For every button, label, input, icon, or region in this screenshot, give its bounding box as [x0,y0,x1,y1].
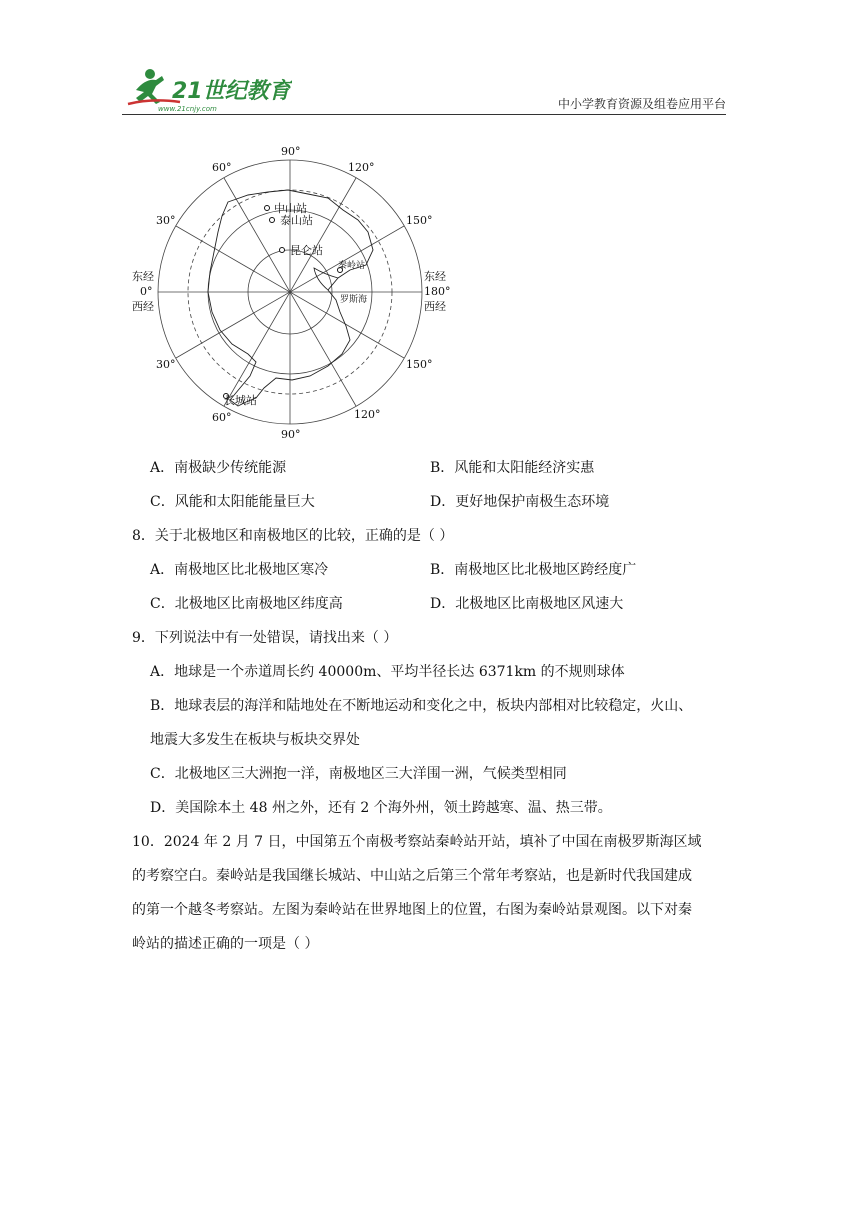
station-zhongshan: 中山站 [274,202,307,215]
lon-label: 东经 [424,270,446,283]
q8-stem: 8．关于北极地区和南极地区的比较，正确的是（ ） [132,528,454,544]
q9-option-d[interactable]: D．美国除本土 48 州之外，还有 2 个海外州，领土跨越寒、温、热三带。 [150,800,612,816]
lon-label: 150° [406,214,433,227]
lon-label: 150° [406,358,433,371]
q7-option-b[interactable]: B．风能和太阳能经济实惠 [430,460,595,476]
station-qinling: 秦岭站 [338,261,366,271]
lon-label: 120° [348,161,375,174]
lon-label: 30° [156,214,176,227]
station-kunlun: 昆仑站 [290,244,323,257]
lon-label: 120° [354,408,381,421]
header-divider [122,114,726,115]
lon-label: 西经 [132,300,154,313]
q7-option-c[interactable]: C．风能和太阳能能量巨大 [150,494,315,510]
lon-label: 180° [424,285,451,298]
q8-option-a[interactable]: A．南极地区比北极地区寒冷 [150,562,329,578]
q10-line: 的考察空白。秦岭站是我国继长城站、中山站之后第三个常年考察站，也是新时代我国建成 [132,868,692,884]
lon-label: 0° [140,285,153,298]
svg-text:21世纪教育: 21世纪教育 [172,79,291,104]
q7-option-d[interactable]: D．更好地保护南极生态环境 [430,494,610,510]
station-changcheng: 长城站 [224,394,257,407]
q10-line: 10．2024 年 2 月 7 日，中国第五个南极考察站秦岭站开站，填补了中国在南极罗斯海区域 [132,834,702,850]
page-header [122,62,726,117]
svg-text:www.21cnjy.com: www.21cnjy.com [158,105,217,113]
lon-label: 西经 [424,300,446,313]
q8-option-b[interactable]: B．南极地区比北极地区跨经度广 [430,562,637,578]
lon-label: 90° [281,145,301,158]
lon-label: 东经 [132,270,154,283]
antarctica-polar-map [128,140,458,445]
q9-option-b-cont: 地震大多发生在板块与板块交界处 [150,732,360,748]
q10-line: 的第一个越冬考察站。左图为秦岭站在世界地图上的位置，右图为秦岭站景观图。以下对秦 [132,902,692,918]
q9-option-b[interactable]: B．地球表层的海洋和陆地处在不断地运动和变化之中，板块内部相对比较稳定，火山、 [150,698,693,714]
station-taishan: 泰山站 [280,214,313,227]
q10-line: 岭站的描述正确的一项是（ ） [132,936,319,952]
q8-option-d[interactable]: D．北极地区比南极地区风速大 [430,596,624,612]
logo-21cnjy [122,62,292,114]
lon-label: 30° [156,358,176,371]
platform-name: 中小学教育资源及组卷应用平台 [557,97,726,111]
lon-label: 90° [281,428,301,441]
ross-sea-label: 罗斯海 [340,295,368,305]
lon-label: 60° [212,161,232,174]
lon-label: 60° [212,411,232,424]
q8-option-c[interactable]: C．北极地区比南极地区纬度高 [150,596,343,612]
q9-stem: 9．下列说法中有一处错误，请找出来（ ） [132,630,398,646]
q7-option-a[interactable]: A．南极缺少传统能源 [150,460,287,476]
q9-option-a[interactable]: A．地球是一个赤道周长约 40000m、平均半径长达 6371km 的不规则球体 [150,664,625,680]
q9-option-c[interactable]: C．北极地区三大洲抱一洋，南极地区三大洋围一洲，气候类型相同 [150,766,567,782]
